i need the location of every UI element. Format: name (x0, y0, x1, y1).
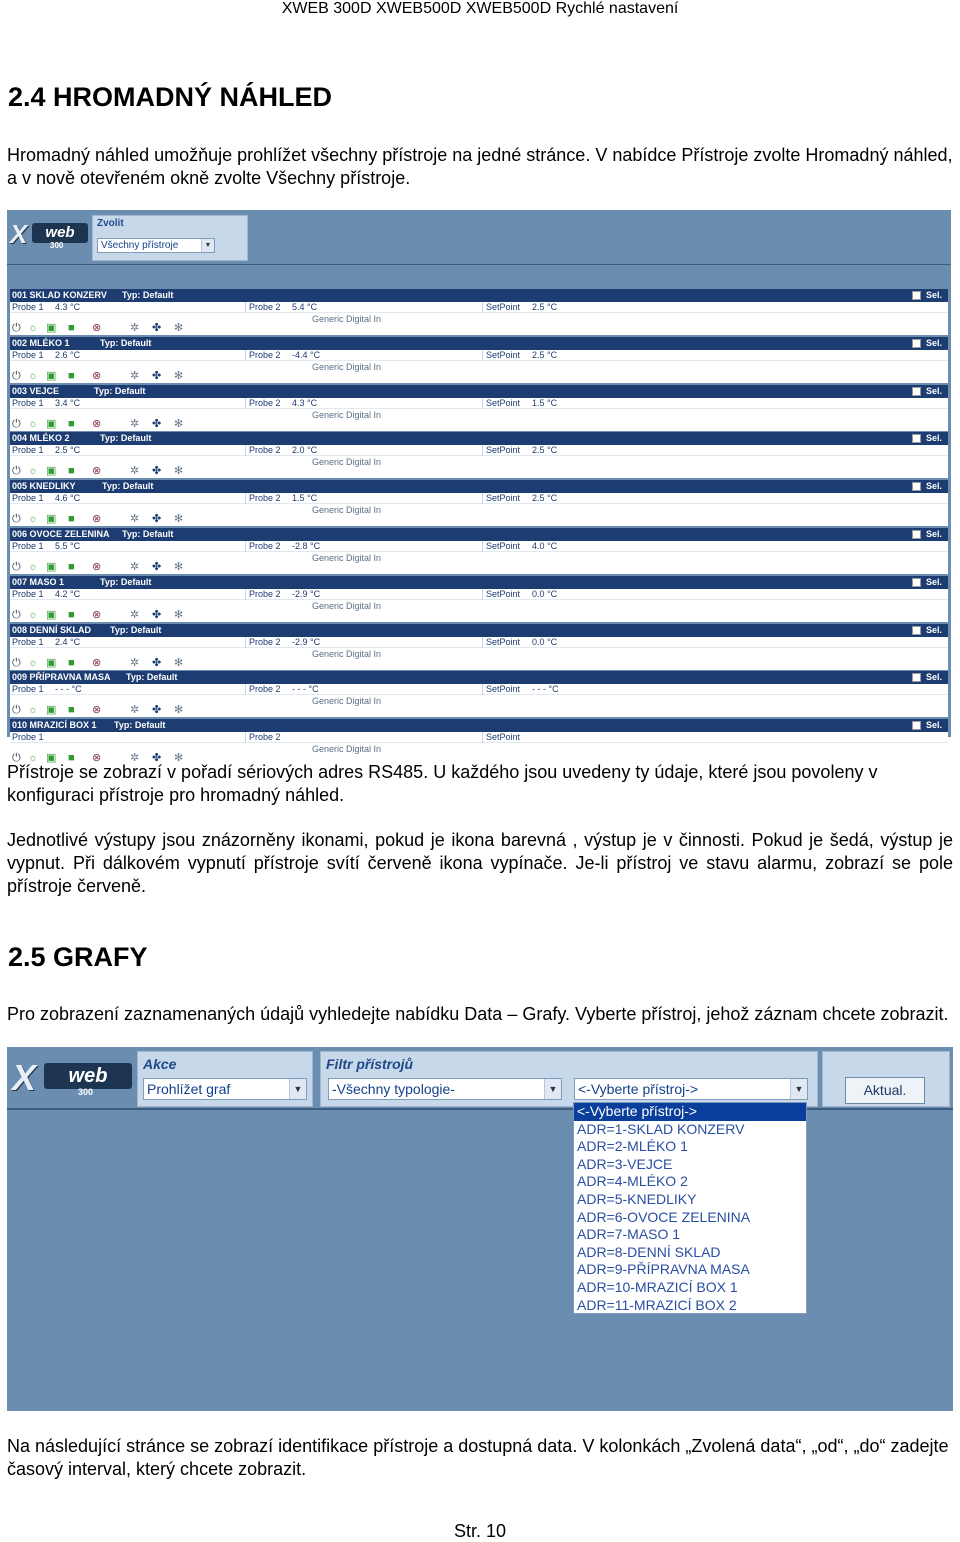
device-name: 010 MRAZICÍ BOX 1 (12, 720, 97, 731)
defrost-icon: ✻ (174, 608, 184, 621)
device-type: Typ: Default (102, 481, 154, 492)
probe2-cell: Probe 2 5.4 °C (247, 302, 483, 313)
alarm-icon: ⊗ (92, 608, 102, 621)
probe2-cell: Probe 2 2.0 °C (247, 445, 483, 456)
lock-icon: ■ (68, 656, 75, 669)
device-name: 009 PŘÍPRAVNA MASA (12, 672, 111, 683)
light-icon: ☼ (28, 465, 39, 478)
section-title-grafy: 2.5 GRAFY (8, 942, 148, 972)
device-values (10, 302, 948, 313)
device-type: Typ: Default (100, 433, 152, 444)
filter-panel (320, 1051, 818, 1107)
power-icon: ⏻ (12, 513, 21, 526)
select-checkbox[interactable] (912, 339, 921, 348)
select-checkbox[interactable] (912, 482, 921, 491)
xweb-logo: X web 300 (12, 1057, 132, 1092)
probe1-cell: Probe 1 4.3 °C (10, 302, 246, 313)
probe2-cell: Probe 2 (247, 732, 483, 743)
fan-icon: ✲ (130, 322, 140, 334)
fan-icon: ✤ (152, 322, 162, 334)
graphs-toolbar (7, 1047, 953, 1110)
device-header (10, 624, 948, 637)
device-header (10, 528, 948, 541)
page-header: XWEB 300D XWEB500D XWEB500D Rychlé nastavení (281, 0, 679, 17)
device-type: Typ: Default (110, 624, 162, 635)
probe2-cell: Probe 2 -2.9 °C (247, 637, 483, 648)
device-option[interactable]: ADR=2-MLÉKO 1 (577, 1138, 688, 1155)
door-lock-icon: ▣ (46, 465, 57, 478)
select-checkbox[interactable] (912, 626, 921, 635)
lock-icon: ■ (68, 704, 75, 717)
fan-icon: ✤ (152, 369, 162, 382)
device-card[interactable] (10, 719, 948, 765)
door-lock-icon: ▣ (46, 608, 57, 621)
select-checkbox[interactable] (912, 578, 921, 587)
device-header (10, 480, 948, 493)
action-label: Akce (143, 1056, 177, 1072)
device-values (10, 684, 948, 695)
device-card[interactable] (10, 624, 948, 670)
probe2-cell: Probe 2 -2.9 °C (247, 589, 483, 600)
device-card[interactable] (10, 480, 948, 526)
filter-label: Filtr přístrojů (326, 1056, 414, 1072)
power-icon: ⏻ (12, 752, 21, 765)
chevron-down-icon[interactable]: ▼ (544, 1079, 561, 1099)
light-icon: ☼ (28, 656, 39, 669)
door-lock-icon: ▣ (46, 561, 57, 573)
device-type: Typ: Default (126, 672, 178, 683)
device-card[interactable] (10, 671, 948, 717)
probe1-cell: Probe 1 2.5 °C (10, 445, 246, 456)
app-toolbar (7, 210, 951, 265)
device-body (10, 350, 948, 383)
door-lock-icon: ▣ (46, 513, 57, 526)
defrost-icon: ✻ (174, 561, 184, 573)
device-body (10, 398, 948, 431)
chevron-down-icon[interactable]: ▼ (289, 1079, 306, 1099)
device-type: Typ: Default (100, 337, 152, 348)
light-icon: ☼ (28, 752, 39, 765)
device-values (10, 637, 948, 648)
device-values (10, 589, 948, 600)
device-option[interactable]: ADR=7-MASO 1 (577, 1226, 681, 1243)
lock-icon: ■ (68, 322, 75, 334)
device-body (10, 637, 948, 670)
defrost-icon: ✻ (174, 704, 184, 717)
fan-icon: ✲ (130, 656, 140, 669)
select-checkbox[interactable] (912, 434, 921, 443)
light-icon: ☼ (28, 513, 39, 526)
device-values (10, 398, 948, 409)
lock-icon: ■ (68, 513, 75, 526)
device-type: Typ: Default (94, 385, 146, 396)
probe1-cell: Probe 1 5.5 °C (10, 541, 246, 552)
defrost-icon: ✻ (174, 369, 184, 382)
digital-input-label: Generic Digital In (312, 696, 382, 707)
setpoint-cell: SetPoint 2.5 °C (486, 349, 558, 360)
device-option[interactable]: ADR=5-KNEDLIKY (577, 1190, 697, 1207)
action-panel (137, 1051, 313, 1107)
device-name: 008 DENNÍ SKLAD (12, 624, 92, 635)
alarm-icon: ⊗ (92, 417, 102, 430)
digital-input-label: Generic Digital In (312, 648, 382, 659)
select-label: Sel. (926, 481, 943, 492)
door-lock-icon: ▣ (46, 417, 57, 430)
chevron-down-icon[interactable]: ▼ (201, 239, 214, 252)
typology-select[interactable]: -Všechny typologie- ▼ (328, 1078, 562, 1100)
power-icon: ⏻ (12, 369, 21, 382)
alarm-icon: ⊗ (92, 704, 102, 717)
refresh-button[interactable]: Aktual. (845, 1077, 925, 1104)
fan-icon: ✲ (130, 465, 140, 478)
device-header (10, 576, 948, 589)
fan-icon: ✤ (152, 704, 162, 717)
setpoint-cell: SetPoint 2.5 °C (486, 445, 558, 456)
device-card[interactable] (10, 576, 948, 622)
device-option[interactable]: ADR=3-VEJCE (577, 1155, 673, 1172)
device-option[interactable]: ADR=8-DENNÍ SKLAD (577, 1243, 721, 1260)
digital-input-label: Generic Digital In (312, 314, 382, 324)
device-body (10, 684, 948, 717)
power-icon: ⏻ (12, 608, 21, 621)
device-body (10, 302, 948, 335)
device-card[interactable] (10, 337, 948, 383)
alarm-icon: ⊗ (92, 322, 102, 334)
power-icon: ⏻ (12, 465, 21, 478)
device-header (10, 671, 948, 684)
fan-icon: ✤ (152, 608, 162, 621)
device-header (10, 337, 948, 350)
graphs-screenshot (7, 1047, 953, 1411)
probe1-cell: Probe 1 3.4 °C (10, 398, 246, 409)
door-lock-icon: ▣ (46, 752, 57, 765)
digital-input-label: Generic Digital In (312, 457, 382, 468)
device-type: Typ: Default (114, 720, 166, 731)
fan-icon: ✤ (152, 465, 162, 478)
device-body (10, 589, 948, 622)
lock-icon: ■ (68, 465, 75, 478)
device-select[interactable]: <-Vyberte přístroj-> ▼ (574, 1078, 808, 1100)
fan-icon: ✲ (130, 369, 140, 382)
device-body (10, 493, 948, 526)
device-option[interactable]: ADR=9-PŘÍPRAVNA MASA (577, 1261, 750, 1278)
device-card[interactable] (10, 385, 948, 431)
fan-icon: ✲ (130, 608, 140, 621)
select-label: Sel. (926, 576, 943, 587)
page-number: Str. 10 (453, 1521, 507, 1541)
alarm-icon: ⊗ (92, 656, 102, 669)
light-icon: ☼ (28, 608, 39, 621)
device-header (10, 719, 948, 732)
power-icon: ⏻ (12, 322, 21, 334)
bulk-view-screenshot (7, 210, 951, 765)
device-values (10, 732, 948, 743)
device-select[interactable]: Všechny přístroje ▼ (97, 238, 215, 253)
paragraph-icons: Jednotlivé výstupy jsou znázorněny ikonami, pokud je ikona barevná , výstup je v činnosti. Pokud je šedá, výstup je vypnut. Při dálkovém vypnutí přístroje svítí červeně ikona vypínače. Je-li přístroj ve stavu alarmu, zobrazí se pole přístroje červeně. (7, 830, 953, 896)
device-type: Typ: Default (122, 290, 174, 300)
defrost-icon: ✻ (174, 513, 184, 526)
digital-input-label: Generic Digital In (312, 553, 382, 563)
lock-icon: ■ (68, 417, 75, 430)
alarm-icon: ⊗ (92, 369, 102, 382)
defrost-icon: ✻ (174, 465, 184, 478)
probe1-cell: Probe 1 2.6 °C (10, 350, 246, 361)
probe1-cell: Probe 1 (10, 732, 246, 743)
device-body (10, 541, 948, 574)
light-icon: ☼ (28, 704, 39, 717)
lock-icon: ■ (68, 369, 75, 382)
device-option[interactable]: ADR=1-SKLAD KONZERV (577, 1120, 745, 1137)
light-icon: ☼ (28, 369, 39, 382)
device-header (10, 432, 948, 445)
fan-icon: ✤ (152, 417, 162, 430)
probe2-cell: Probe 2 4.3 °C (247, 398, 483, 409)
lock-icon: ■ (68, 561, 75, 573)
fan-icon: ✤ (152, 752, 162, 765)
device-body (10, 445, 948, 478)
probe2-cell: Probe 2 1.5 °C (247, 493, 483, 504)
select-label: Sel. (926, 624, 943, 635)
select-panel (92, 215, 248, 261)
setpoint-cell: SetPoint - - - °C (486, 684, 559, 695)
fan-icon: ✲ (130, 752, 140, 765)
alarm-icon: ⊗ (92, 752, 102, 765)
light-icon: ☼ (28, 322, 39, 334)
fan-icon: ✲ (130, 704, 140, 717)
fan-icon: ✲ (130, 513, 140, 526)
device-card[interactable] (10, 432, 948, 478)
paragraph-next: Na následující stránce se zobrazí identifikace přístroje a dostupná data. V kolonkách „Zvolená data“, „od“, „do“ zadejte časový interval, který chcete zobrazit. (7, 1436, 949, 1479)
device-header (10, 385, 948, 398)
device-name: 001 SKLAD KONZERV (12, 290, 107, 300)
select-checkbox[interactable] (912, 673, 921, 682)
action-select[interactable]: Prohlížet graf ▼ (143, 1078, 307, 1100)
setpoint-cell: SetPoint 1.5 °C (486, 397, 558, 408)
fan-icon: ✲ (130, 561, 140, 573)
door-lock-icon: ▣ (46, 369, 57, 382)
select-label: Sel. (926, 529, 943, 539)
defrost-icon: ✻ (174, 656, 184, 669)
device-option[interactable]: ADR=6-OVOCE ZELENINA (577, 1208, 751, 1225)
select-checkbox[interactable] (912, 530, 921, 539)
probe1-cell: Probe 1 2.4 °C (10, 637, 246, 648)
chevron-down-icon[interactable]: ▼ (790, 1079, 807, 1099)
grafy-intro: Pro zobrazení zaznamenaných údajů vyhledejte nabídku Data – Grafy. Vyberte přístroj, jehož záznam chcete zobrazit. (7, 1004, 949, 1024)
fan-icon: ✤ (152, 561, 162, 573)
device-values (10, 350, 948, 361)
light-icon: ☼ (28, 561, 39, 573)
select-checkbox[interactable] (912, 291, 921, 300)
fan-icon: ✤ (152, 513, 162, 526)
setpoint-cell: SetPoint 4.0 °C (486, 541, 558, 551)
device-type: Typ: Default (100, 576, 152, 587)
device-values (10, 493, 948, 504)
select-label: Sel. (926, 433, 943, 444)
device-option[interactable]: ADR=11-MRAZICÍ BOX 2 (577, 1296, 737, 1313)
probe2-cell: Probe 2 - - - °C (247, 684, 483, 695)
intro-paragraph: Hromadný náhled umožňuje prohlížet všechny přístroje na jedné stránce. V nabídce Přístroje zvolte Hromadný náhled, a v nově otevřeném okně zvolte Všechny přístroje. (7, 145, 953, 188)
device-card[interactable] (10, 289, 948, 335)
device-option[interactable]: ADR=10-MRAZICÍ BOX 1 (577, 1278, 738, 1295)
section-title: 2.4 HROMADNÝ NÁHLED (8, 82, 333, 112)
device-name: 004 MLÉKO 2 (12, 433, 70, 444)
setpoint-cell: SetPoint (486, 732, 521, 743)
device-name: 006 OVOCE ZELENINA (12, 529, 110, 539)
power-icon: ⏻ (12, 704, 21, 717)
power-icon: ⏻ (12, 417, 21, 430)
door-lock-icon: ▣ (46, 322, 57, 334)
digital-input-label: Generic Digital In (312, 744, 382, 755)
select-label: Zvolit (97, 218, 124, 229)
probe2-cell: Probe 2 -2.8 °C (247, 541, 483, 552)
device-option[interactable]: <-Vyberte přístroj-> (574, 1103, 806, 1121)
device-name: 005 KNEDLIKY (12, 481, 76, 492)
device-dropdown-list[interactable] (573, 1102, 807, 1314)
device-values (10, 541, 948, 552)
device-header (10, 289, 948, 302)
digital-input-label: Generic Digital In (312, 409, 382, 420)
select-label: Sel. (926, 337, 943, 348)
door-lock-icon: ▣ (46, 704, 57, 717)
digital-input-label: Generic Digital In (312, 600, 382, 611)
defrost-icon: ✻ (174, 417, 184, 430)
fan-icon: ✲ (130, 417, 140, 430)
fan-icon: ✤ (152, 656, 162, 669)
defrost-icon: ✻ (174, 322, 184, 334)
setpoint-cell: SetPoint 2.5 °C (486, 493, 558, 504)
device-name: 002 MLÉKO 1 (12, 337, 70, 348)
device-name: 007 MASO 1 (12, 576, 65, 587)
lock-icon: ■ (68, 752, 75, 765)
light-icon: ☼ (28, 417, 39, 430)
power-icon: ⏻ (12, 561, 21, 573)
digital-input-label: Generic Digital In (312, 505, 382, 516)
select-checkbox[interactable] (912, 721, 921, 730)
digital-input-label: Generic Digital In (312, 361, 382, 372)
select-label: Sel. (926, 290, 943, 300)
device-name: 003 VEJCE (12, 385, 60, 396)
device-option[interactable]: ADR=4-MLÉKO 2 (577, 1173, 688, 1190)
device-type: Typ: Default (122, 529, 174, 539)
paragraph-order: Přístroje se zobrazí v pořadí sériových adres RS485. U každého jsou uvedeny ty údaje, které jsou povoleny v konfiguraci přístroje pro hromadný náhled. (7, 762, 878, 805)
power-icon: ⏻ (12, 656, 21, 669)
device-values (10, 445, 948, 456)
defrost-icon: ✻ (174, 752, 184, 765)
probe1-cell: Probe 1 - - - °C (10, 684, 246, 695)
alarm-icon: ⊗ (92, 465, 102, 478)
select-label: Sel. (926, 672, 943, 683)
alarm-icon: ⊗ (92, 561, 102, 573)
alarm-icon: ⊗ (92, 513, 102, 526)
setpoint-cell: SetPoint 0.0 °C (486, 588, 558, 599)
probe1-cell: Probe 1 4.2 °C (10, 589, 246, 600)
select-label: Sel. (926, 385, 943, 396)
lock-icon: ■ (68, 608, 75, 621)
probe1-cell: Probe 1 4.6 °C (10, 493, 246, 504)
device-card[interactable] (10, 528, 948, 574)
select-label: Sel. (926, 720, 943, 731)
select-checkbox[interactable] (912, 387, 921, 396)
probe2-cell: Probe 2 -4.4 °C (247, 350, 483, 361)
door-lock-icon: ▣ (46, 656, 57, 669)
setpoint-cell: SetPoint 0.0 °C (486, 636, 558, 647)
setpoint-cell: SetPoint 2.5 °C (486, 302, 558, 312)
xweb-logo: X web 300 (10, 219, 88, 245)
